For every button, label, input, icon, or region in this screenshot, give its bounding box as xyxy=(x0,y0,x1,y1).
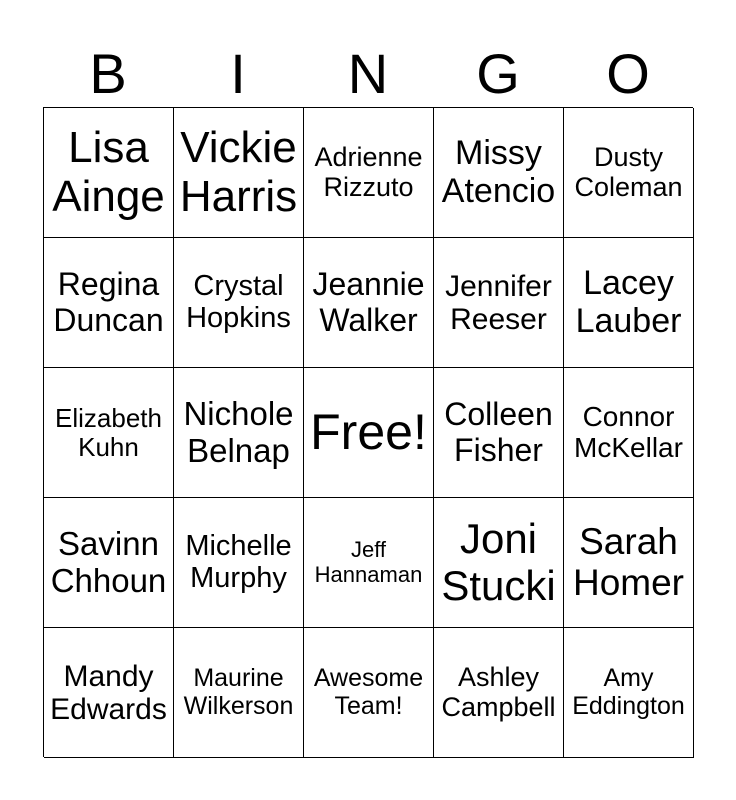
cell-text-line: Crystal xyxy=(193,269,284,302)
bingo-board xyxy=(43,107,693,757)
cell-text-line: Adrienne xyxy=(314,141,423,172)
cell-text-line: Jeff xyxy=(350,537,387,563)
cell-text-line: Missy xyxy=(455,134,542,173)
cell-text-line: Maurine xyxy=(193,664,284,692)
header-letter-o: O xyxy=(606,42,650,105)
cell-text-line: Hannaman xyxy=(314,561,423,587)
cell-text-line: Fisher xyxy=(454,431,543,468)
bingo-cell[interactable] xyxy=(174,628,304,758)
bingo-cell[interactable] xyxy=(174,238,304,368)
free-space-cell[interactable] xyxy=(304,368,434,498)
cell-text-line: Eddington xyxy=(572,691,685,720)
cell-text-line: Lauber xyxy=(575,301,682,340)
bingo-cell[interactable] xyxy=(174,108,304,238)
cell-text-line: Nichole xyxy=(183,395,294,433)
cell-text-line: Jeannie xyxy=(312,266,425,303)
cell-text-line: Mandy xyxy=(63,659,154,693)
bingo-header xyxy=(43,42,693,106)
cell-text-line: Chhoun xyxy=(50,561,167,599)
bingo-cell[interactable] xyxy=(564,368,694,498)
header-letter-b: B xyxy=(89,42,127,105)
bingo-cell[interactable] xyxy=(434,498,564,628)
header-letter-n: N xyxy=(347,42,389,105)
bingo-cell[interactable] xyxy=(434,368,564,498)
bingo-cell[interactable] xyxy=(304,498,434,628)
cell-text-line: Lacey xyxy=(583,264,674,303)
cell-text-line: Elizabeth xyxy=(55,402,162,433)
bingo-cell[interactable] xyxy=(434,238,564,368)
cell-text-line: Savinn xyxy=(58,525,159,563)
cell-text-line: Edwards xyxy=(50,692,167,726)
cell-text-line: Regina xyxy=(57,266,160,303)
cell-text-line: Campbell xyxy=(441,691,556,722)
bingo-cell[interactable] xyxy=(564,628,694,758)
bingo-cell[interactable] xyxy=(174,368,304,498)
cell-text-line: Team! xyxy=(334,691,403,720)
cell-text-line: Stucki xyxy=(441,561,556,609)
cell-text-line: Ainge xyxy=(52,171,165,221)
bingo-cell[interactable] xyxy=(44,368,174,498)
cell-text-line: Connor xyxy=(582,400,675,432)
cell-text-line: Vickie xyxy=(180,123,297,173)
cell-text-line: Amy xyxy=(603,664,654,692)
cell-text-line: Homer xyxy=(572,561,685,603)
bingo-cell[interactable] xyxy=(44,108,174,238)
bingo-cell[interactable] xyxy=(564,498,694,628)
bingo-cell[interactable] xyxy=(304,238,434,368)
cell-text-line: Murphy xyxy=(190,561,287,594)
bingo-cell[interactable] xyxy=(564,108,694,238)
cell-text-line: Rizzuto xyxy=(323,171,414,202)
cell-text-line: Reeser xyxy=(450,302,547,336)
cell-text-line: Ashley xyxy=(457,661,540,692)
bingo-cell[interactable] xyxy=(434,108,564,238)
cell-text-line: Free! xyxy=(310,404,427,460)
cell-text-line: Sarah xyxy=(579,520,678,562)
bingo-cell[interactable] xyxy=(434,628,564,758)
cell-text-line: Wilkerson xyxy=(183,691,294,720)
header-letter-g: G xyxy=(476,42,520,105)
cell-text-line: Michelle xyxy=(185,529,292,562)
cell-text-line: Harris xyxy=(179,171,298,221)
cell-text-line: Colleen xyxy=(444,396,553,433)
cell-text-line: Kuhn xyxy=(78,431,139,462)
bingo-cell[interactable] xyxy=(304,108,434,238)
cell-text-line: Awesome xyxy=(313,664,424,692)
bingo-cell[interactable] xyxy=(304,628,434,758)
cell-text-line: McKellar xyxy=(574,431,683,463)
bingo-cell[interactable] xyxy=(564,238,694,368)
cell-text-line: Dusty xyxy=(593,141,664,172)
cell-text-line: Belnap xyxy=(187,431,290,469)
bingo-cell[interactable] xyxy=(174,498,304,628)
cell-text-line: Duncan xyxy=(53,301,164,338)
cell-text-line: Joni xyxy=(459,515,538,563)
bingo-cell[interactable] xyxy=(44,238,174,368)
cell-text-line: Jennifer xyxy=(445,269,552,303)
bingo-cell[interactable] xyxy=(44,498,174,628)
cell-text-line: Coleman xyxy=(574,171,683,202)
cell-text-line: Atencio xyxy=(441,171,556,210)
cell-text-line: Walker xyxy=(319,301,418,338)
header-letter-i: I xyxy=(230,42,246,105)
cell-text-line: Lisa xyxy=(68,123,149,173)
bingo-cell[interactable] xyxy=(44,628,174,758)
cell-text-line: Hopkins xyxy=(186,301,291,334)
